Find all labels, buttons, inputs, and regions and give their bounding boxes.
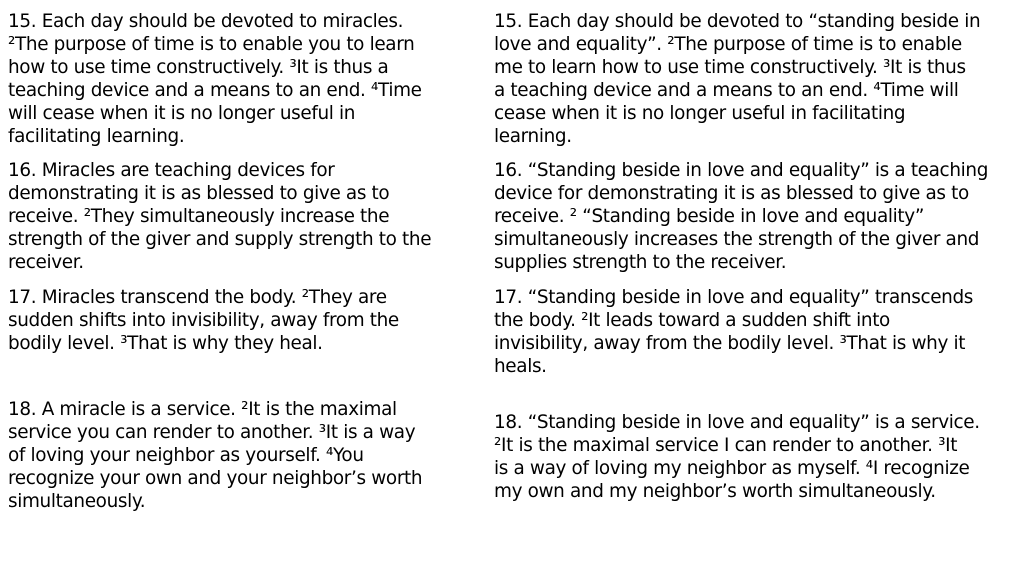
text-line: simultaneously increases the strength of the giver and — [494, 229, 980, 250]
left-paragraph-17 — [8, 286, 399, 355]
text-line: 18. “Standing beside in love and equality” is a service. — [494, 412, 980, 433]
text-line: 15. Each day should be devoted to “standing beside in — [494, 11, 981, 32]
text-line: bodily level. ³That is why they heal. — [8, 333, 323, 354]
text-line: of loving your neighbor as yourself. ⁴You — [8, 445, 364, 466]
text-line: supplies strength to the receiver. — [494, 252, 787, 273]
text-line: teaching device and a means to an end. ⁴Time — [8, 80, 422, 101]
text-line: receive. ²They simultaneously increase the — [8, 206, 390, 227]
text-line: will cease when it is no longer useful in — [8, 103, 356, 124]
text-line: service you can render to another. ³It is a way — [8, 422, 416, 443]
text-line: is a way of loving my neighbor as myself. ⁴I recognize — [494, 458, 970, 479]
text-line: how to use time constructively. ³It is thus a — [8, 57, 389, 78]
text-line: receive. ² “Standing beside in love and equality” — [494, 206, 924, 227]
text-line: 18. A miracle is a service. ²It is the maximal — [8, 399, 397, 420]
text-line: cease when it is no longer useful in facilitating — [494, 103, 906, 124]
text-line: 17. “Standing beside in love and equality” transcends — [494, 287, 974, 308]
text-line: the body. ²It leads toward a sudden shift into — [494, 310, 890, 331]
left-paragraph-15 — [8, 10, 422, 148]
text-line: ²The purpose of time is to enable you to learn — [8, 34, 415, 55]
text-line: simultaneously. — [8, 491, 146, 512]
text-line: a teaching device and a means to an end. ⁴Time will — [494, 80, 959, 101]
text-line: invisibility, away from the bodily level. ³That is why it — [494, 333, 966, 354]
text-line: demonstrating it is as blessed to give as to — [8, 183, 390, 204]
text-line: heals. — [494, 356, 547, 377]
left-paragraph-18 — [8, 398, 422, 513]
text-line: 16. Miracles are teaching devices for — [8, 160, 335, 181]
right-paragraph-16 — [494, 159, 988, 274]
text-line: ²It is the maximal service I can render to another. ³It — [494, 435, 958, 456]
left-paragraph-16 — [8, 159, 431, 274]
text-line: my own and my neighbor’s worth simultaneously. — [494, 481, 936, 502]
text-line: 15. Each day should be devoted to miracles. — [8, 11, 404, 32]
text-line: 17. Miracles transcend the body. ²They are — [8, 287, 387, 308]
right-paragraph-15 — [494, 10, 980, 148]
text-line: receiver. — [8, 252, 84, 273]
text-line: love and equality”. ²The purpose of time is to enable — [494, 34, 962, 55]
right-paragraph-17 — [494, 286, 973, 378]
text-line: facilitating learning. — [8, 126, 185, 147]
text-line: sudden shifts into invisibility, away from the — [8, 310, 399, 331]
text-line: learning. — [494, 126, 572, 147]
text-line: device for demonstrating it is as blessed to give as to — [494, 183, 969, 204]
right-paragraph-18 — [494, 411, 980, 503]
text-line: me to learn how to use time constructively. ³It is thus — [494, 57, 966, 78]
text-line: 16. “Standing beside in love and equality” is a teaching — [494, 160, 989, 181]
text-line: recognize your own and your neighbor’s worth — [8, 468, 423, 489]
text-line: strength of the giver and supply strength to the — [8, 229, 432, 250]
